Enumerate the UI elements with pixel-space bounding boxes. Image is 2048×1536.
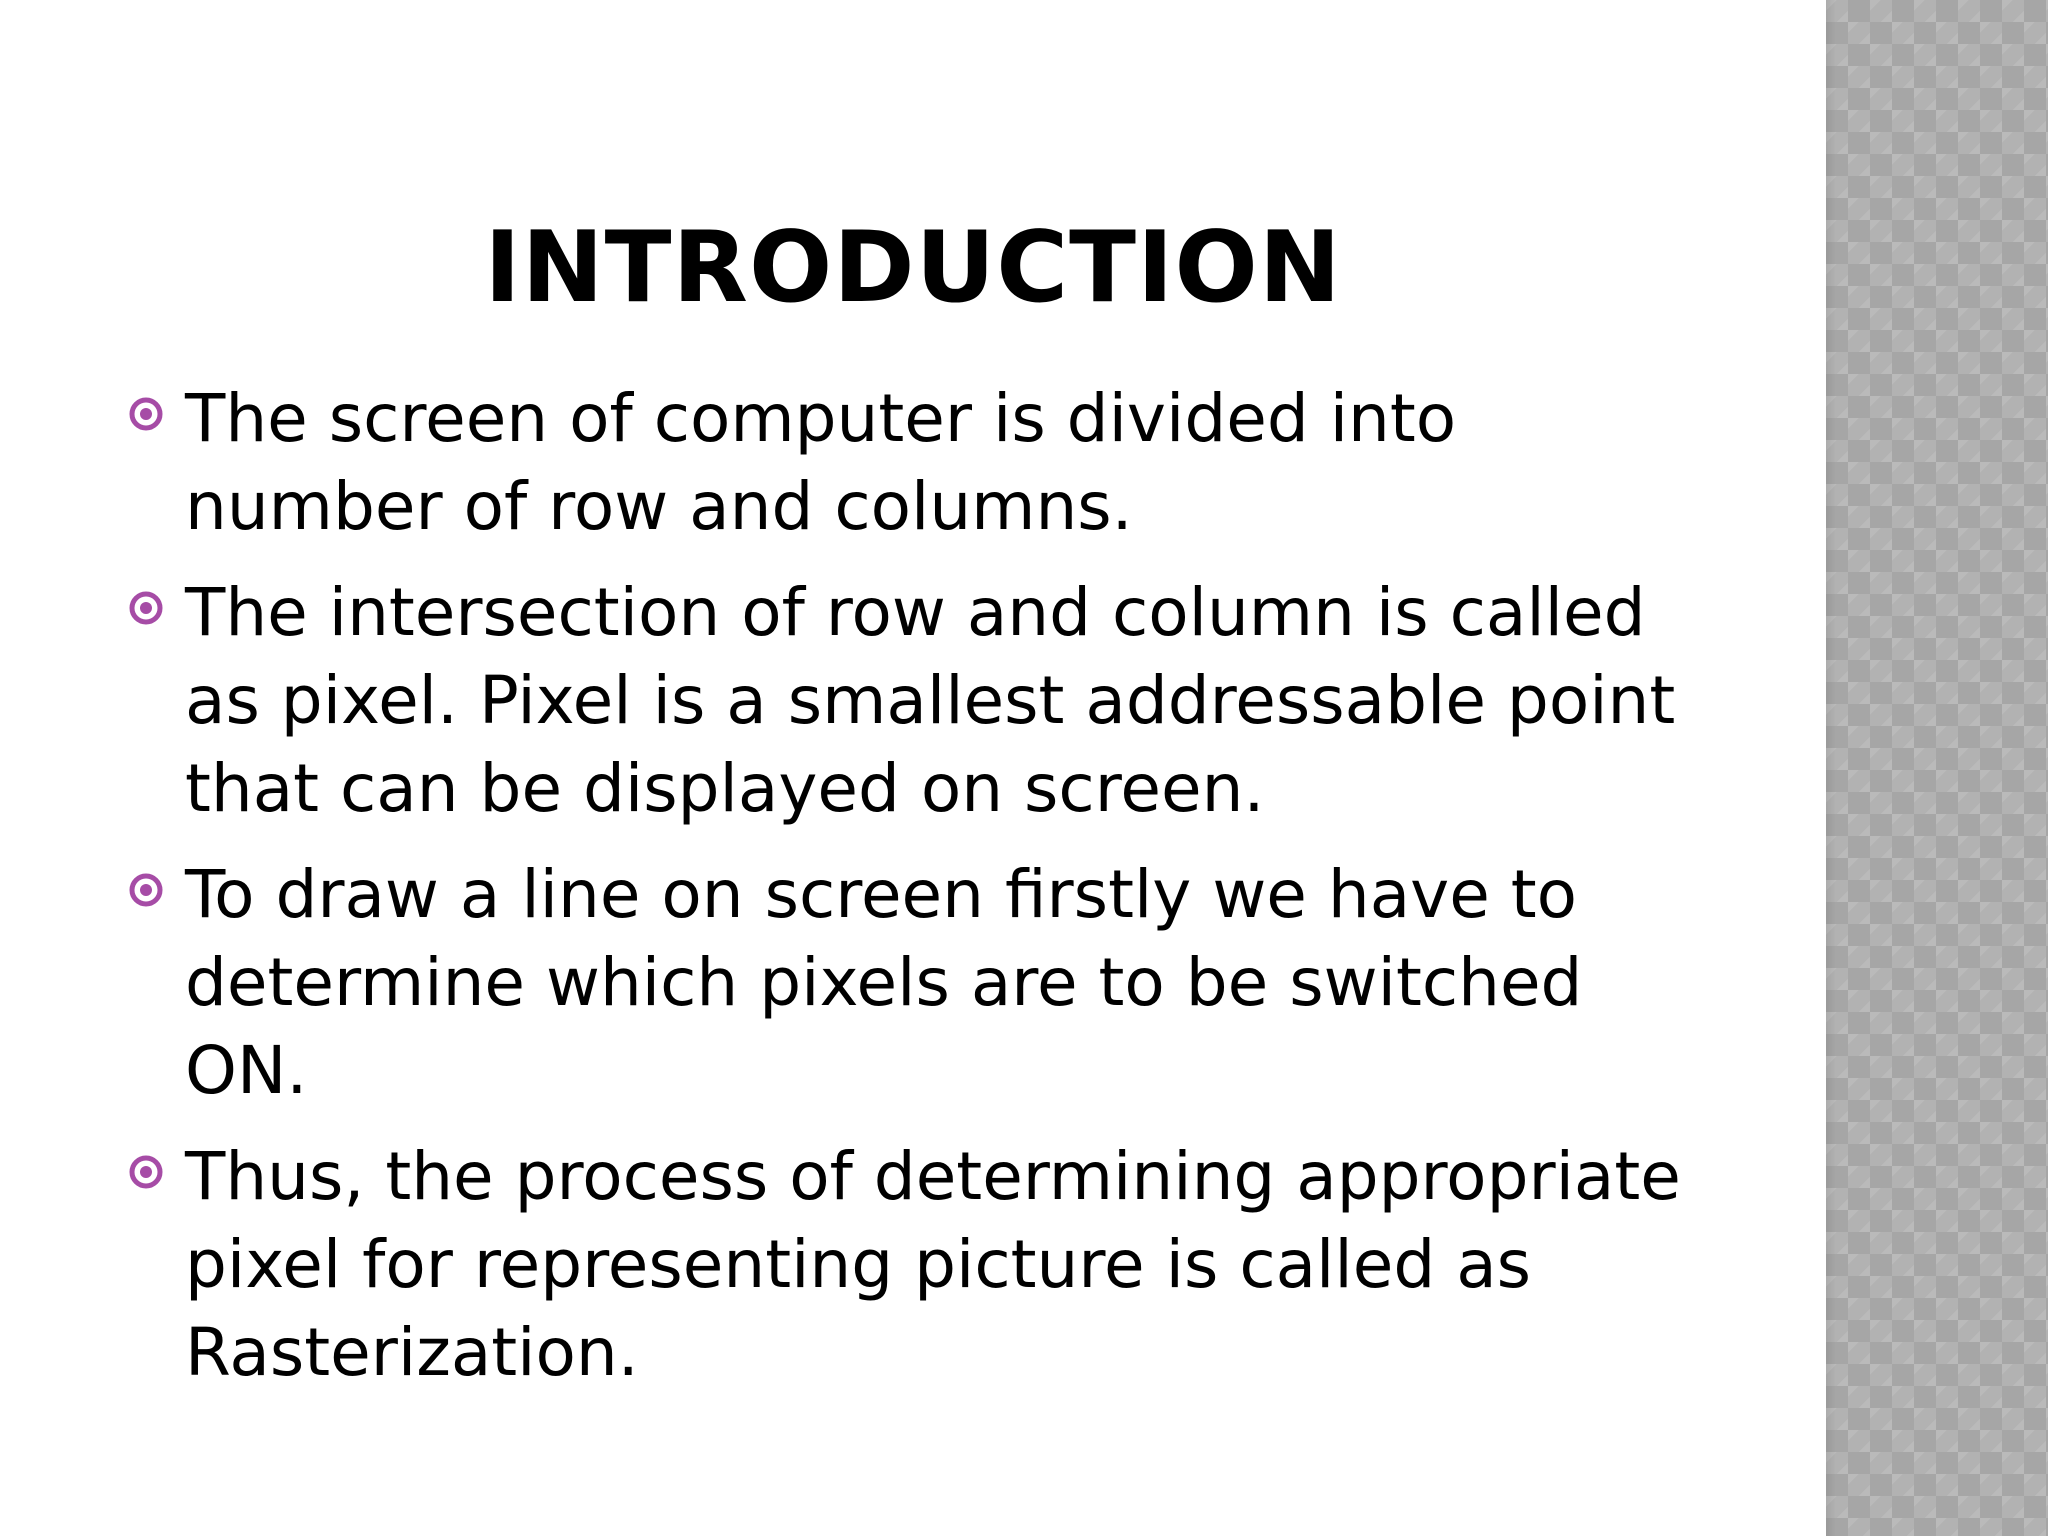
target-bullet-icon [129, 873, 163, 907]
bullet-list [125, 375, 1725, 1415]
target-bullet-icon [129, 1155, 163, 1189]
bullet-item [125, 569, 1725, 833]
bullet-text: The intersection of row and column is called as pixel. Pixel is a smallest addressable point that can be displayed on screen. [185, 574, 1676, 827]
target-bullet-icon [129, 397, 163, 431]
bullet-text: The screen of computer is divided into number of row and columns. [185, 380, 1457, 545]
target-bullet-icon [129, 591, 163, 625]
bullet-item [125, 375, 1725, 551]
slide-title: INTRODUCTION [484, 211, 1342, 325]
bullet-text: Thus, the process of determining appropriate pixel for representing picture is called as Rasterization. [185, 1138, 1681, 1391]
bullet-item [125, 1133, 1725, 1397]
bullet-item [125, 851, 1725, 1115]
bullet-text: To draw a line on screen firstly we have to determine which pixels are to be switched ON. [185, 856, 1583, 1109]
decorative-side-panel [1826, 0, 2048, 1536]
